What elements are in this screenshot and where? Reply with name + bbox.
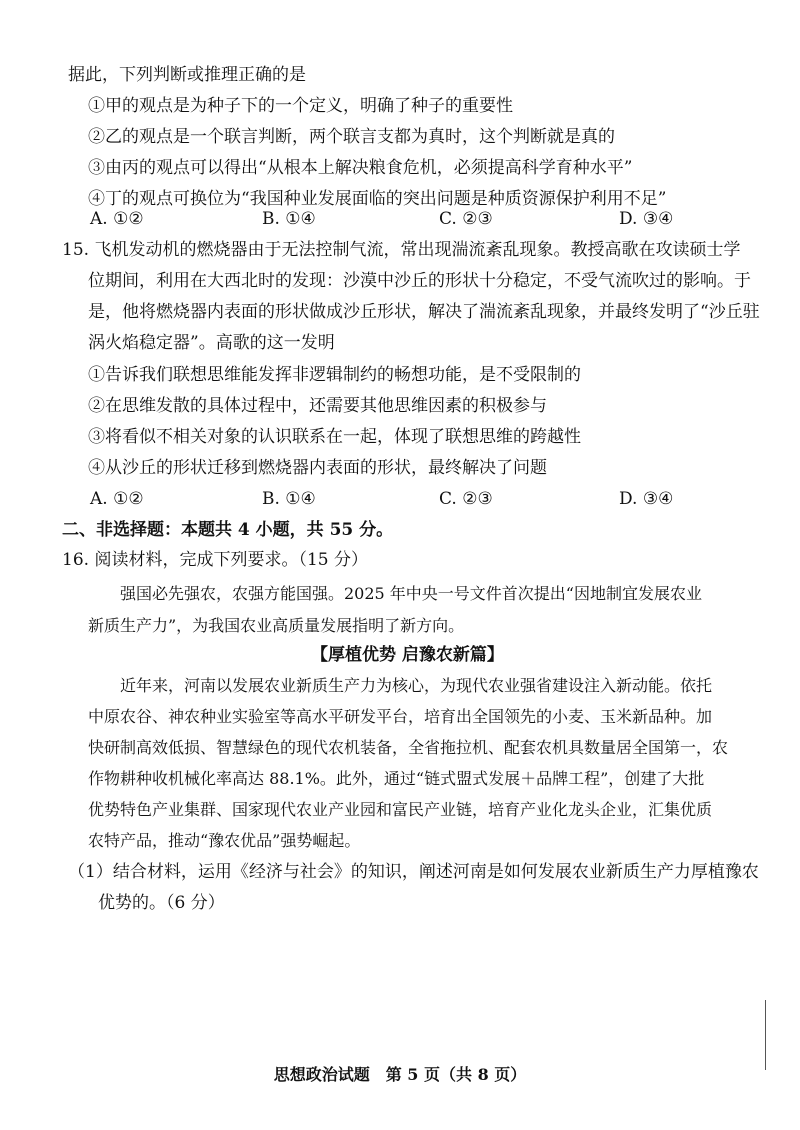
q14-option-c: C. ②③	[439, 209, 493, 229]
q16-material-subheading: 【厚植优势 启豫农新篇】	[311, 645, 504, 665]
q16-material-line-5: 优势特色产业集群、国家现代农业产业园和富民产业链，培育产业化龙头企业，汇集优质	[88, 800, 713, 819]
q14-statement-2: ②乙的观点是一个联言判断，两个联言支都为真时，这个判断就是真的	[88, 127, 615, 147]
q16-material-line-2: 中原农谷、神农种业实验室等高水平研发平台，培育出全国领先的小麦、玉米新品种。加	[88, 707, 713, 726]
q15-option-a: A. ①②	[90, 489, 144, 509]
q15-options	[90, 487, 710, 511]
page-footer: 思想政治试题 第 5 页（共 8 页）	[273, 1065, 527, 1084]
q15-stem-line-1: 15. 飞机发动机的燃烧器由于无法控制气流，常出现湍流紊乱现象。教授高歌在攻读硕士学	[62, 240, 741, 260]
q16-material-line-4: 作物耕种收机械化率高达 88.1%。此外，通过“链式盟式发展＋品牌工程”，创建了大批	[88, 769, 705, 788]
q14-statement-4: ④丁的观点可换位为“我国种业发展面临的突出问题是种质资源保护利用不足”	[88, 189, 667, 209]
q14-options	[90, 207, 710, 231]
q14-option-b: B. ①④	[262, 209, 316, 229]
q16-sub-question-1-line-2: 优势的。（6 分）	[98, 893, 225, 913]
q14-option-a: A. ①②	[90, 209, 144, 229]
q14-stem: 据此，下列判断或推理正确的是	[68, 65, 306, 85]
q15-statement-2: ②在思维发散的具体过程中，还需要其他思维因素的积极参与	[88, 396, 547, 416]
q14-option-d: D. ③④	[619, 209, 674, 229]
q15-stem-line-3: 是，他将燃烧器内表面的形状做成沙丘形状，解决了湍流紊乱现象，并最终发明了“沙丘驻	[88, 302, 760, 322]
section-2-heading: 二、非选择题：本题共 4 小题，共 55 分。	[62, 520, 394, 540]
q15-stem-line-4: 涡火焰稳定器”。高歌的这一发明	[88, 333, 335, 353]
q16-material-line-6: 农特产品，推动“豫农优品”强势崛起。	[88, 831, 361, 850]
q16-material-line-1: 近年来，河南以发展农业新质生产力为核心，为现代农业强省建设注入新动能。依托	[120, 676, 713, 695]
scan-edge-line	[765, 1000, 766, 1070]
q16-sub-question-1-line-1: （1）结合材料，运用《经济与社会》的知识，阐述河南是如何发展农业新质生产力厚植豫农	[68, 862, 759, 882]
q15-statement-4: ④从沙丘的形状迁移到燃烧器内表面的形状，最终解决了问题	[88, 458, 547, 478]
q14-statement-3: ③由丙的观点可以得出“从根本上解决粮食危机，必须提高科学育种水平”	[88, 158, 633, 178]
q15-stem-line-2: 位期间，利用在大西北时的发现：沙漠中沙丘的形状十分稳定，不受气流吹过的影响。于	[88, 271, 751, 291]
q15-option-c: C. ②③	[439, 489, 493, 509]
q15-option-d: D. ③④	[619, 489, 674, 509]
q16-prompt: 16. 阅读材料，完成下列要求。（15 分）	[62, 550, 368, 570]
q15-statement-1: ①告诉我们联想思维能发挥非逻辑制约的畅想功能，是不受限制的	[88, 365, 581, 385]
q16-material-line-3: 快研制高效低损、智慧绿色的现代农机装备，全省拖拉机、配套农机具数量居全国第一，农	[88, 738, 729, 757]
q14-statement-1: ①甲的观点是为种子下的一个定义，明确了种子的重要性	[88, 96, 513, 116]
q15-option-b: B. ①④	[262, 489, 316, 509]
q15-statement-3: ③将看似不相关对象的认识联系在一起，体现了联想思维的跨越性	[88, 427, 581, 447]
q16-intro-line-2: 新质生产力”，为我国农业高质量发展指明了新方向。	[88, 616, 465, 635]
q16-intro-line-1: 强国必先强农，农强方能国强。2025 年中央一号文件首次提出“因地制宜发展农业	[120, 584, 702, 603]
